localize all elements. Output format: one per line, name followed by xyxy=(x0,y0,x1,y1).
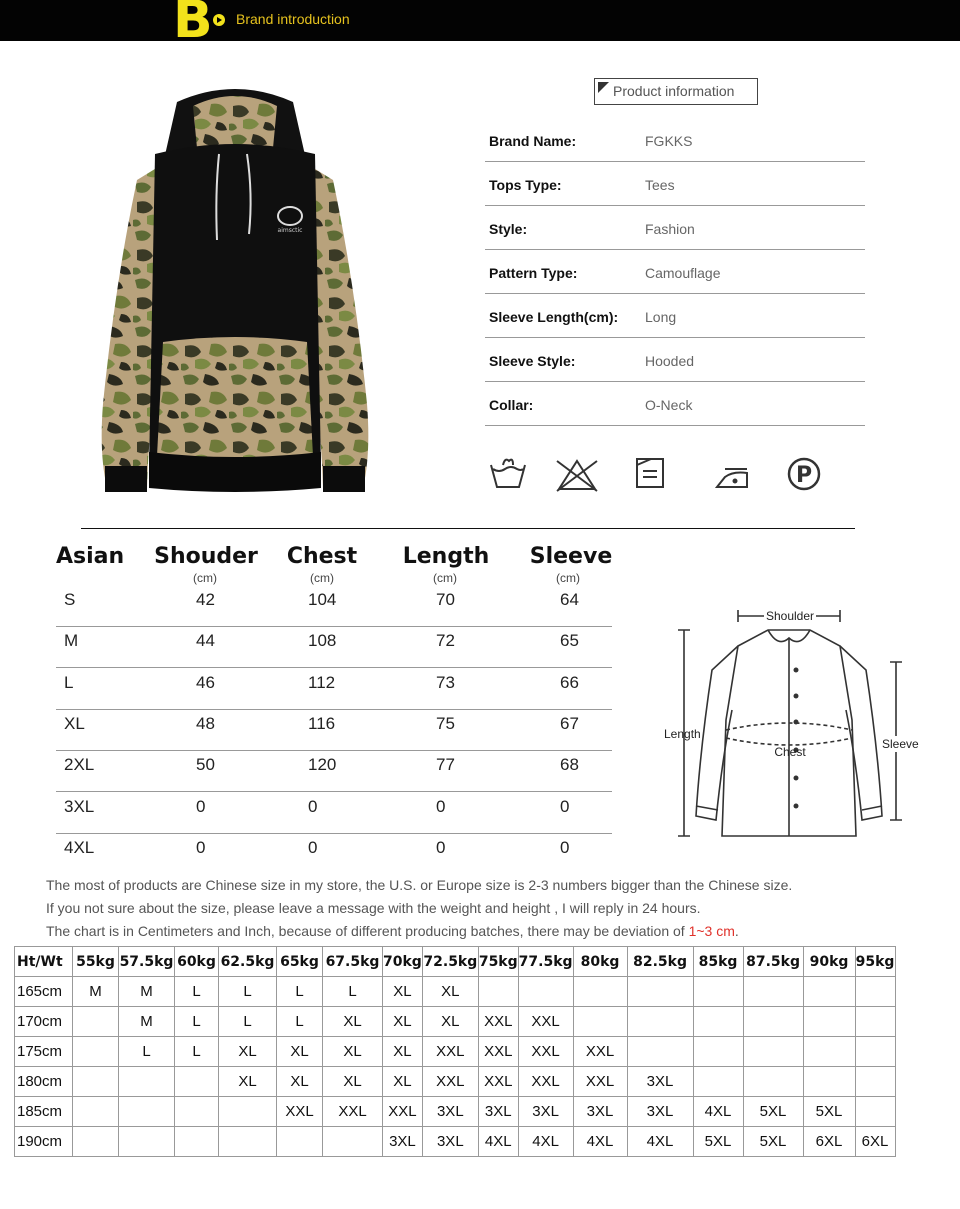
size-header-sleeve: Sleeve xyxy=(529,544,613,569)
grid-cell: L xyxy=(119,1037,175,1067)
grid-cell xyxy=(803,977,855,1007)
grid-cell: 62.5kg xyxy=(219,947,277,977)
size-note-1: The most of products are Chinese size in my store, the U.S. or Europe size is 2-3 numbers bigger than the Chinese size. xyxy=(46,877,793,893)
info-label: Tops Type: xyxy=(489,177,562,193)
grid-cell xyxy=(855,1007,895,1037)
info-label: Style: xyxy=(489,221,528,237)
grid-cell: 185cm xyxy=(15,1097,73,1127)
hoodie-product-image xyxy=(85,84,385,496)
grid-cell xyxy=(855,977,895,1007)
grid-cell xyxy=(693,1037,743,1067)
grid-cell: XL xyxy=(323,1037,383,1067)
grid-cell: 170cm xyxy=(15,1007,73,1037)
grid-cell: 70kg xyxy=(383,947,423,977)
grid-cell xyxy=(855,1067,895,1097)
grid-cell: 5XL xyxy=(743,1097,803,1127)
no-bleach-icon xyxy=(557,461,597,491)
grid-cell xyxy=(627,1037,693,1067)
diagram-shoulder-label: Shoulder xyxy=(765,609,815,623)
grid-cell: 3XL xyxy=(422,1127,478,1157)
grid-cell: XXL xyxy=(478,1067,518,1097)
size-cell: 68 xyxy=(560,755,579,775)
unit-chest: (cm) xyxy=(310,571,334,585)
size-row xyxy=(56,669,612,710)
grid-cell xyxy=(119,1097,175,1127)
grid-cell: XL xyxy=(383,1037,423,1067)
size-cell: 3XL xyxy=(64,796,95,816)
grid-cell: 55kg xyxy=(73,947,119,977)
grid-cell xyxy=(743,977,803,1007)
size-cell: XL xyxy=(64,713,85,733)
size-note-3: The chart is in Centimeters and Inch, because of different producing batches, there may be deviation of 1~3 cm. xyxy=(46,923,739,939)
play-icon xyxy=(213,14,225,26)
grid-cell: 4XL xyxy=(573,1127,627,1157)
grid-cell xyxy=(175,1097,219,1127)
grid-cell xyxy=(119,1067,175,1097)
product-information-title: Product information xyxy=(594,78,758,105)
unit-sleeve: (cm) xyxy=(556,571,580,585)
grid-cell: 5XL xyxy=(803,1097,855,1127)
grid-cell: XL xyxy=(422,977,478,1007)
product-info-row xyxy=(485,118,865,162)
grid-cell xyxy=(627,1007,693,1037)
grid-cell: 85kg xyxy=(693,947,743,977)
info-value: FGKKS xyxy=(645,133,693,149)
size-cell: 72 xyxy=(436,631,455,651)
grid-cell xyxy=(743,1067,803,1097)
brand-header-bar xyxy=(0,0,960,50)
grid-cell: 3XL xyxy=(627,1067,693,1097)
grid-cell: XXL xyxy=(422,1067,478,1097)
size-cell: 44 xyxy=(196,631,215,651)
grid-cell: M xyxy=(73,977,119,1007)
grid-cell xyxy=(175,1067,219,1097)
grid-cell: XL xyxy=(219,1067,277,1097)
grid-cell: 60kg xyxy=(175,947,219,977)
grid-cell: L xyxy=(219,1007,277,1037)
grid-cell: XXL xyxy=(383,1097,423,1127)
size-cell: 73 xyxy=(436,672,455,692)
size-cell: 2XL xyxy=(64,755,95,775)
grid-cell: XL xyxy=(323,1007,383,1037)
svg-text:aimsctic: aimsctic xyxy=(277,227,303,234)
grid-cell: 6XL xyxy=(803,1127,855,1157)
grid-cell: 95kg xyxy=(855,947,895,977)
grid-cell: 4XL xyxy=(518,1127,573,1157)
grid-cell: XXL xyxy=(573,1067,627,1097)
deviation-value: 1~3 cm xyxy=(688,923,735,939)
grid-cell: 4XL xyxy=(693,1097,743,1127)
height-weight-grid xyxy=(14,946,896,1157)
size-header-asian: Asian xyxy=(56,544,125,569)
grid-cell: 80kg xyxy=(573,947,627,977)
product-info-row xyxy=(485,382,865,426)
size-cell: 65 xyxy=(560,631,579,651)
grid-cell: XXL xyxy=(277,1097,323,1127)
grid-cell: L xyxy=(219,977,277,1007)
size-cell: M xyxy=(64,631,79,651)
grid-cell xyxy=(219,1127,277,1157)
size-cell: 0 xyxy=(560,796,570,816)
grid-cell: XXL xyxy=(518,1037,573,1067)
size-cell: 75 xyxy=(436,713,455,733)
info-value: Tees xyxy=(645,177,675,193)
grid-cell xyxy=(693,1067,743,1097)
size-cell: S xyxy=(64,590,76,609)
size-cell: 116 xyxy=(308,713,336,733)
size-cell: 0 xyxy=(308,837,318,857)
grid-cell: XXL xyxy=(478,1037,518,1067)
grid-cell: L xyxy=(277,977,323,1007)
grid-cell: 3XL xyxy=(518,1097,573,1127)
grid-cell: 180cm xyxy=(15,1067,73,1097)
grid-cell: 3XL xyxy=(422,1097,478,1127)
grid-cell: 190cm xyxy=(15,1127,73,1157)
grid-cell: 6XL xyxy=(855,1127,895,1157)
brand-letter: B xyxy=(173,0,213,50)
diagram-sleeve-label: Sleeve xyxy=(882,737,919,751)
grid-cell xyxy=(478,977,518,1007)
size-row xyxy=(56,751,612,792)
grid-cell xyxy=(73,1097,119,1127)
grid-cell xyxy=(803,1007,855,1037)
grid-cell xyxy=(855,1037,895,1067)
grid-cell xyxy=(323,1127,383,1157)
size-header-length: Length xyxy=(402,544,490,569)
grid-row xyxy=(15,1127,896,1157)
grid-cell: 4XL xyxy=(627,1127,693,1157)
care-icons xyxy=(487,455,827,495)
grid-cell: XXL xyxy=(518,1067,573,1097)
info-label: Sleeve Style: xyxy=(489,353,576,369)
product-info-row xyxy=(485,338,865,382)
grid-row xyxy=(15,1037,896,1067)
grid-cell: XL xyxy=(383,1007,423,1037)
size-cell: 0 xyxy=(196,796,206,816)
grid-cell: XXL xyxy=(518,1007,573,1037)
grid-cell: L xyxy=(175,1037,219,1067)
size-cell: 120 xyxy=(308,755,337,775)
grid-cell: 3XL xyxy=(573,1097,627,1127)
info-value: Hooded xyxy=(645,353,695,369)
size-cell: 48 xyxy=(196,713,215,733)
size-cell: 112 xyxy=(308,672,336,692)
grid-cell: XL xyxy=(383,1067,423,1097)
grid-cell xyxy=(743,1007,803,1037)
grid-cell: M xyxy=(119,977,175,1007)
grid-cell xyxy=(803,1037,855,1067)
size-row xyxy=(56,710,612,751)
grid-cell: 3XL xyxy=(478,1097,518,1127)
info-label: Brand Name: xyxy=(489,133,577,149)
grid-cell: L xyxy=(277,1007,323,1037)
grid-cell xyxy=(73,1067,119,1097)
grid-cell: 175cm xyxy=(15,1037,73,1067)
iron-low-icon xyxy=(717,469,747,487)
grid-row xyxy=(15,977,896,1007)
grid-cell: L xyxy=(175,1007,219,1037)
size-row xyxy=(56,586,612,627)
size-header-shoulder: Shouder xyxy=(154,544,258,569)
grid-cell: L xyxy=(175,977,219,1007)
grid-cell: XXL xyxy=(478,1007,518,1037)
size-row xyxy=(56,793,612,834)
size-cell: 46 xyxy=(196,672,215,692)
grid-cell: 67.5kg xyxy=(323,947,383,977)
info-value: Long xyxy=(645,309,677,325)
grid-cell xyxy=(73,1007,119,1037)
grid-row xyxy=(15,1067,896,1097)
grid-cell: L xyxy=(323,977,383,1007)
grid-cell: XL xyxy=(219,1037,277,1067)
size-cell: 67 xyxy=(560,713,579,733)
grid-cell xyxy=(573,1007,627,1037)
size-row xyxy=(56,834,612,875)
grid-cell xyxy=(277,1127,323,1157)
grid-cell xyxy=(573,977,627,1007)
size-header-chest: Chest xyxy=(286,544,358,569)
info-label: Sleeve Length(cm): xyxy=(489,309,619,325)
size-cell: 4XL xyxy=(64,837,95,857)
grid-cell: XXL xyxy=(422,1037,478,1067)
grid-cell xyxy=(627,977,693,1007)
size-cell: 77 xyxy=(436,755,455,775)
grid-cell: 77.5kg xyxy=(518,947,573,977)
dry-clean-p-icon xyxy=(789,459,819,489)
size-cell: 0 xyxy=(196,837,206,857)
size-cell: 0 xyxy=(308,796,318,816)
hand-wash-icon xyxy=(491,460,525,487)
grid-row xyxy=(15,1097,896,1127)
grid-cell xyxy=(855,1097,895,1127)
grid-header-row xyxy=(15,947,896,977)
info-label: Pattern Type: xyxy=(489,265,578,281)
grid-cell xyxy=(743,1037,803,1067)
diagram-chest-label: Chest xyxy=(774,745,806,759)
diagram-length-label: Length xyxy=(664,727,701,741)
product-info-row xyxy=(485,294,865,338)
grid-cell: XXL xyxy=(573,1037,627,1067)
grid-cell: XL xyxy=(277,1067,323,1097)
size-cell: 66 xyxy=(560,672,579,692)
size-cell: 64 xyxy=(560,590,579,609)
info-value: O-Neck xyxy=(645,397,693,413)
size-cell: 70 xyxy=(436,590,455,609)
size-cell: L xyxy=(64,672,74,692)
grid-cell: Ht/Wt xyxy=(15,947,73,977)
grid-cell: 72.5kg xyxy=(422,947,478,977)
grid-cell xyxy=(219,1097,277,1127)
measurement-diagram xyxy=(660,600,920,845)
grid-cell xyxy=(73,1037,119,1067)
info-value: Camouflage xyxy=(645,265,721,281)
tumble-dry-icon xyxy=(637,459,663,487)
section-divider xyxy=(81,528,855,529)
grid-cell xyxy=(693,977,743,1007)
size-cell: 50 xyxy=(196,755,215,775)
size-cell: 0 xyxy=(436,796,446,816)
grid-cell: XL xyxy=(422,1007,478,1037)
brand-introduction-title: Brand introduction xyxy=(236,11,350,27)
grid-cell: M xyxy=(119,1007,175,1037)
size-cell: 0 xyxy=(560,837,570,857)
grid-cell: 82.5kg xyxy=(627,947,693,977)
size-note-2: If you not sure about the size, please leave a message with the weight and height , I will reply in 24 hours. xyxy=(46,900,701,916)
size-cell: 42 xyxy=(196,590,215,609)
grid-cell xyxy=(175,1127,219,1157)
grid-cell: XL xyxy=(323,1067,383,1097)
product-info-row xyxy=(485,206,865,250)
grid-cell: XXL xyxy=(323,1097,383,1127)
product-info-row xyxy=(485,250,865,294)
grid-cell: 87.5kg xyxy=(743,947,803,977)
svg-text:P: P xyxy=(795,463,813,488)
size-cell: 108 xyxy=(308,631,337,651)
grid-cell xyxy=(803,1067,855,1097)
info-label: Collar: xyxy=(489,397,534,413)
grid-cell: 3XL xyxy=(383,1127,423,1157)
product-info-table xyxy=(485,118,865,426)
grid-cell xyxy=(518,977,573,1007)
grid-cell: 75kg xyxy=(478,947,518,977)
info-value: Fashion xyxy=(645,221,695,237)
grid-row xyxy=(15,1007,896,1037)
grid-cell: 57.5kg xyxy=(119,947,175,977)
grid-cell: 90kg xyxy=(803,947,855,977)
size-cell: 0 xyxy=(436,837,446,857)
grid-cell: 4XL xyxy=(478,1127,518,1157)
grid-cell xyxy=(73,1127,119,1157)
grid-cell xyxy=(119,1127,175,1157)
unit-shoulder: (cm) xyxy=(193,571,217,585)
grid-cell: 5XL xyxy=(693,1127,743,1157)
grid-cell: 65kg xyxy=(277,947,323,977)
unit-length: (cm) xyxy=(433,571,457,585)
grid-cell: 165cm xyxy=(15,977,73,1007)
grid-cell: XL xyxy=(383,977,423,1007)
size-cell: 104 xyxy=(308,590,337,609)
size-row xyxy=(56,627,612,668)
grid-cell: 5XL xyxy=(743,1127,803,1157)
grid-cell xyxy=(693,1007,743,1037)
grid-cell: 3XL xyxy=(627,1097,693,1127)
product-info-row xyxy=(485,162,865,206)
grid-cell: XL xyxy=(277,1037,323,1067)
